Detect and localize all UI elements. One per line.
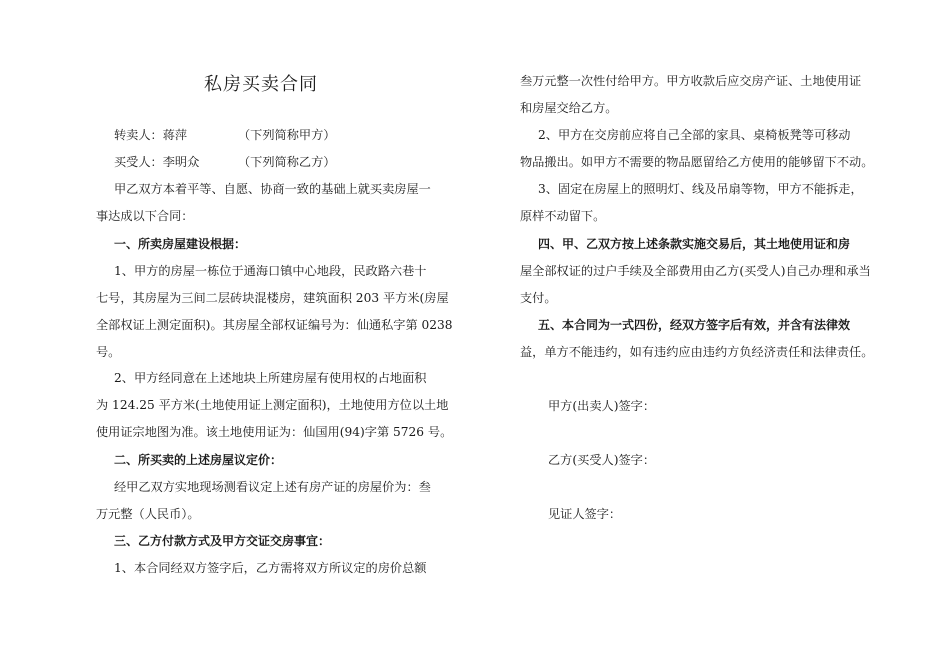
section-heading: 四、甲、乙双方按上述条款实施交易后，其土地使用证和房 <box>538 237 851 251</box>
paragraph-line: 和房屋交给乙方。 <box>520 101 618 115</box>
section-heading: 五、本合同为一式四份，经双方签字后有效，并含有法律效 <box>538 318 851 332</box>
seller-note: （下列简称甲方） <box>238 128 336 142</box>
paragraph-line: 原样不动留下。 <box>520 209 606 223</box>
buyer-line <box>96 154 426 170</box>
seller-line <box>96 127 426 143</box>
paragraph-line: 1、甲方的房屋一栋位于通海口镇中心地段，民政路六巷十 <box>114 264 427 278</box>
paragraph-line: 2、甲方经同意在上述地块上所建房屋有使用权的占地面积 <box>114 371 427 385</box>
paragraph-line: 全部权证上测定面积)。其房屋全部权证编号为：仙通私字第 0238 <box>96 318 453 332</box>
buyer-signature-label: 乙方(买受人)签字： <box>548 453 656 467</box>
witness-signature-label: 见证人签字： <box>548 507 622 521</box>
paragraph-line: 2、甲方在交房前应将自己全部的家具、桌椅板凳等可移动 <box>538 128 851 142</box>
paragraph-line: 屋全部权证的过户手续及全部费用由乙方(买受人)自己办理和承当 <box>520 264 871 278</box>
paragraph-line: 叁万元整一次性付给甲方。甲方收款后应交房产证、土地使用证 <box>520 74 862 88</box>
seller-label: 转卖人：蒋萍 <box>114 128 188 142</box>
paragraph-line: 七号，其房屋为三间二层砖块混楼房，建筑面积 203 平方米(房屋 <box>96 291 449 305</box>
paragraph-line: 为 124.25 平方米(土地使用证上测定面积)，土地使用方位以土地 <box>96 398 449 412</box>
buyer-note: （下列简称乙方） <box>238 155 336 169</box>
paragraph-line: 3、固定在房屋上的照明灯、线及吊扇等物，甲方不能拆走， <box>538 182 863 196</box>
section-heading: 一、所卖房屋建设根据： <box>114 237 247 251</box>
paragraph-line: 1、本合同经双方签字后，乙方需将双方所议定的房价总额 <box>114 561 427 575</box>
paragraph-line: 经甲乙双方实地现场测看议定上述有房产证的房屋价为：叁 <box>114 480 431 494</box>
document-title: 私房买卖合同 <box>204 74 318 95</box>
seller-signature-label: 甲方(出卖人)签字： <box>548 399 656 413</box>
paragraph-line: 支付。 <box>520 291 557 305</box>
paragraph-line: 使用证宗地图为准。该土地使用证为：仙国用(94)字第 5726 号。 <box>96 425 453 439</box>
paragraph-line: 号。 <box>96 345 121 359</box>
paragraph-line: 事达成以下合同： <box>96 209 194 223</box>
section-heading: 二、所买卖的上述房屋议定价： <box>114 453 283 467</box>
paragraph-line: 万元整（人民币）。 <box>96 507 200 521</box>
section-heading: 三、乙方付款方式及甲方交证交房事宜： <box>114 534 331 548</box>
buyer-label: 买受人：李明众 <box>114 155 200 169</box>
paragraph-line: 物品搬出。如甲方不需要的物品愿留给乙方使用的能够留下不动。 <box>520 155 874 169</box>
paragraph-line: 益，单方不能违约，如有违约应由违约方负经济责任和法律责任。 <box>520 345 874 359</box>
paragraph-line: 甲乙双方本着平等、自愿、协商一致的基础上就买卖房屋一 <box>114 182 431 196</box>
